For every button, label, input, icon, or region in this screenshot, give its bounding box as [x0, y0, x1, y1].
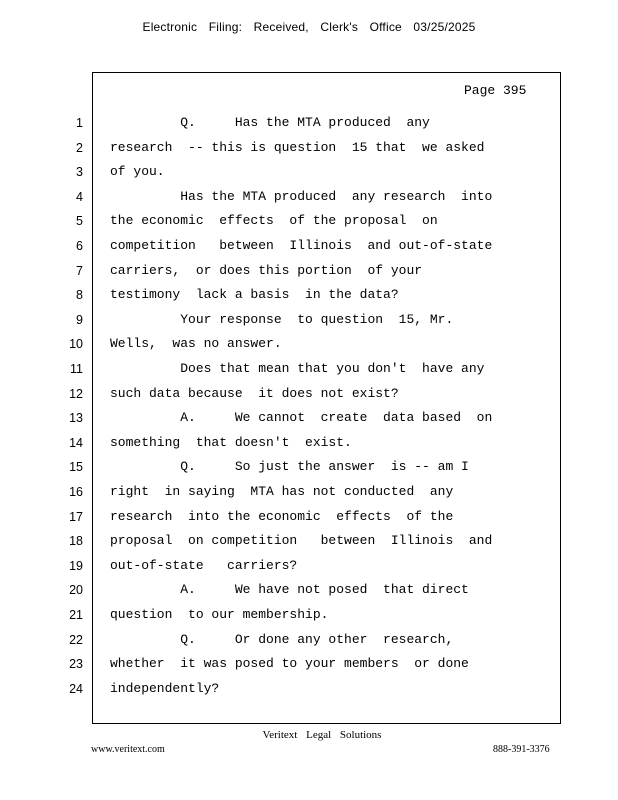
line-number: 7: [76, 263, 83, 278]
transcript-line: [0, 631, 560, 649]
transcript-line: [0, 458, 560, 476]
line-number: 12: [69, 386, 83, 401]
transcript-line: [0, 385, 560, 403]
line-number: 19: [69, 558, 83, 573]
line-number: 21: [69, 608, 83, 622]
transcript-line: [0, 680, 560, 698]
transcript-line: [0, 114, 560, 132]
transcript-line: [0, 139, 560, 157]
line-text: carriers, or does this portion of your: [110, 262, 423, 278]
line-number: 24: [69, 681, 83, 696]
line-text: Does that mean that you don't have any: [110, 361, 485, 376]
line-text: Has the MTA produced any research into: [110, 188, 493, 204]
line-number: 15: [69, 460, 83, 475]
transcript-line: [0, 606, 560, 624]
line-number: 4: [76, 189, 83, 204]
line-number: 5: [76, 214, 83, 229]
line-text: research into the economic effects of the: [110, 508, 454, 524]
line-text: research -- this is question 15 that we asked: [110, 139, 485, 155]
filing-header: Electronic Filing: Received, Clerk's Office 03/25/2025: [142, 20, 476, 34]
line-number: 9: [76, 312, 83, 327]
line-number: 23: [69, 657, 83, 672]
line-text: testimony lack a basis in the data?: [110, 287, 399, 303]
line-text: of you.: [110, 164, 165, 180]
line-text: Q. Or done any other research,: [110, 631, 454, 647]
transcript-line: [0, 262, 560, 280]
transcript-line: [0, 311, 560, 329]
line-text: competition between Illinois and out-of-state: [110, 238, 493, 253]
line-text: Q. Has the MTA produced any: [110, 115, 430, 130]
transcript-line: [0, 557, 560, 575]
line-text: out-of-state carriers?: [110, 557, 298, 573]
transcript-line: [0, 508, 560, 526]
line-text: Your response to question 15, Mr.: [110, 311, 454, 327]
line-number: 1: [76, 116, 83, 130]
line-number: 22: [69, 632, 83, 647]
transcript-line: [0, 409, 560, 427]
line-number: 2: [76, 140, 83, 155]
line-number: 3: [76, 165, 83, 180]
transcript-line: [0, 532, 560, 550]
line-number: 17: [69, 509, 83, 524]
line-number: 11: [70, 362, 83, 376]
line-text: the economic effects of the proposal on: [110, 213, 438, 229]
transcript-line: [0, 655, 560, 673]
line-text: A. We have not posed that direct: [110, 582, 469, 598]
line-text: proposal on competition between Illinois and: [110, 533, 493, 549]
line-text: question to our membership.: [110, 607, 329, 622]
transcript-line: [0, 581, 560, 599]
line-number: 8: [76, 288, 83, 303]
transcript-line: [0, 483, 560, 501]
transcript-line: [0, 237, 560, 255]
footer-company: Veritext Legal Solutions: [262, 729, 382, 741]
line-text: A. We cannot create data based on: [110, 410, 493, 426]
footer-website: www.veritext.com: [91, 744, 165, 755]
transcript-line: [0, 163, 560, 181]
transcript-line: [0, 286, 560, 304]
transcript-line: [0, 434, 560, 452]
transcript-line: [0, 360, 560, 378]
line-number: 10: [69, 337, 83, 352]
page-number: Page 395: [464, 83, 527, 98]
footer-phone: 888-391-3376: [493, 744, 550, 755]
line-number: 13: [69, 411, 83, 426]
transcript-line: [0, 212, 560, 230]
line-text: independently?: [110, 680, 220, 696]
line-text: right in saying MTA has not conducted any: [110, 484, 454, 499]
line-number: 20: [69, 583, 83, 598]
transcript-line: [0, 335, 560, 353]
transcript-line: [0, 188, 560, 206]
line-number: 16: [69, 485, 83, 499]
line-text: whether it was posed to your members or done: [110, 656, 469, 672]
line-text: Wells, was no answer.: [110, 336, 282, 352]
line-number: 6: [76, 239, 83, 253]
line-text: something that doesn't exist.: [110, 434, 352, 450]
line-text: such data because it does not exist?: [110, 385, 399, 401]
line-number: 18: [69, 534, 83, 549]
line-number: 14: [69, 435, 83, 450]
line-text: Q. So just the answer is -- am I: [110, 459, 469, 475]
